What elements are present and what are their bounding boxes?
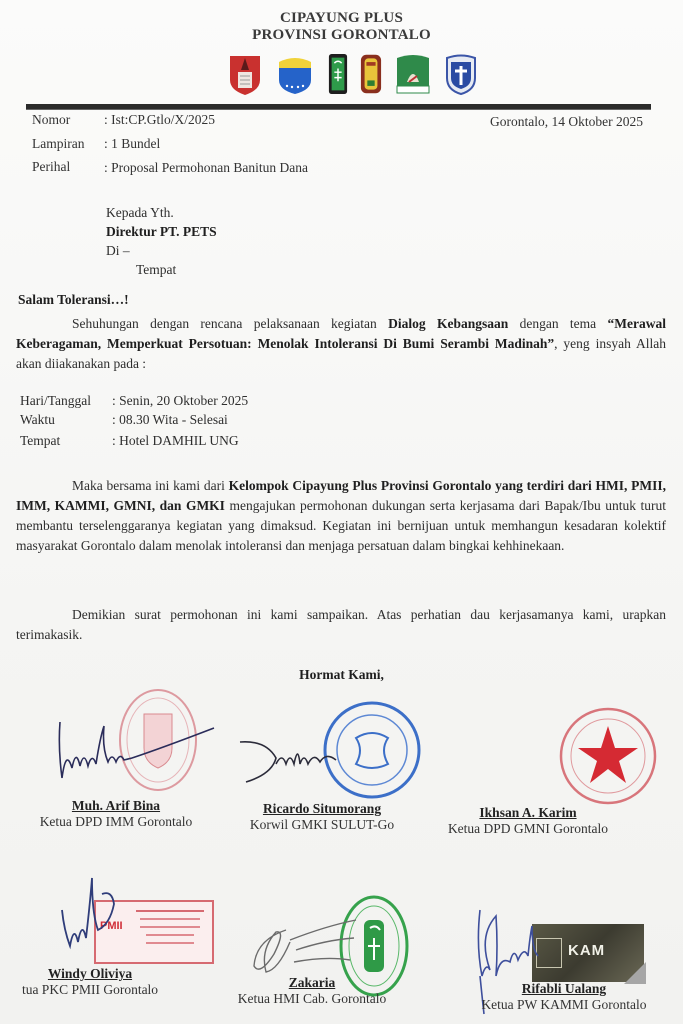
intro-text: Sehuhungan dengan rencana pelaksanaan kegiatan: [72, 316, 389, 331]
hmi-signature: [246, 910, 366, 980]
gmni-logo-icon: [275, 52, 315, 96]
hmi-logo-icon: [328, 50, 348, 98]
place-date: Gorontalo, 14 Oktober 2025: [490, 114, 643, 129]
group-name: Kelompok Cipayung Plus Provinsi Gorontalo yang terdiri dari HMI, PMII, IMM, KAMMI, GMNI, dan GMKI: [16, 478, 667, 513]
signatory-pmii: [0, 966, 200, 998]
signatory-role: Ketua PW KAMMI Gorontalo: [481, 997, 647, 1012]
perihal-label: Perihal: [32, 159, 71, 174]
event-name: Dialog Kebangsaan: [388, 316, 509, 331]
signatory-name: Ikhsan A. Karim: [479, 805, 577, 820]
signatory-gmni: [418, 805, 638, 837]
signatory-name: Rifabli Ualang: [521, 981, 607, 996]
recipient-salutation: Kepada Yth.: [106, 205, 174, 220]
intro-paragraph: [16, 314, 666, 374]
signatory-gmki: [212, 801, 432, 833]
gmki-logo-icon: [444, 52, 478, 96]
perihal-value: : Proposal Permohonan Banitun Dana: [104, 160, 308, 175]
intro-text-2: dengan tema: [508, 316, 608, 331]
body-text-2: mengajukan permohonan dukungan serta kerjasama dari Bapak/Ibu untuk turut membantu terselenggaranya kegiatan yang dimaksud. Kegiatan ini bernijuan untuk memhangun kesadaran kolektif masyarakat Gorontalo dalam menolak intoleransi dan menjaga persatuan dalam bingkai kehhinekaan.: [16, 498, 667, 553]
kammi-badge-text: KAM: [568, 942, 606, 959]
signatory-name: Muh. Arif Bina: [71, 798, 161, 813]
kammi-logo-icon: [395, 52, 431, 96]
greeting: Salam Toleransi…!: [18, 292, 129, 307]
body-text: Maka bersama ini kami dari: [72, 478, 229, 493]
signatory-role: Ketua DPD IMM Gorontalo: [39, 814, 193, 829]
gmni-stamp-icon: [558, 706, 658, 806]
letterhead-subtitle: PROVINSI GORONTALO: [252, 27, 431, 43]
intro-text-3: , yeng insyah Allah akan diiakanakan pada :: [16, 336, 666, 371]
time-label: Waktu: [20, 412, 55, 427]
organization-logos: [228, 50, 478, 98]
signatory-name: Ricardo Situmorang: [262, 801, 382, 816]
lampiran-label: Lampiran: [32, 136, 85, 151]
event-theme: “Merawal Keberagaman, Memperkuat Persotuan: Menolak Intoleransi Di Bumi Serambi Madinah”: [16, 316, 666, 351]
date-value: : Senin, 20 Oktober 2025: [112, 393, 249, 408]
signatory-name: Windy Oliviya: [47, 966, 133, 981]
imm-signature: [52, 708, 222, 788]
recipient-place: Tempat: [136, 262, 177, 277]
closing-paragraph: Demikian surat permohonan ini kami sampaikan. Atas perhatian dau kerjasamanya kami, urapkan terimakasik.: [16, 607, 666, 642]
venue-label: Tempat: [20, 433, 61, 448]
body-paragraph: [16, 476, 666, 556]
signatory-role: Ketua HMI Cab. Gorontalo: [237, 991, 387, 1006]
event-details: [0, 393, 683, 453]
signatory-kammi: [454, 981, 674, 1013]
venue-value: : Hotel DAMHIL UNG: [112, 433, 239, 448]
signatory-role: tua PKC PMII Gorontalo: [21, 982, 159, 997]
pmii-signature: [56, 874, 126, 954]
pmii-badge-text: PMII: [100, 920, 123, 932]
lampiran-value: : 1 Bundel: [104, 136, 161, 151]
nomor-value: : Ist:CP.Gtlo/X/2025: [104, 112, 216, 127]
letterhead-divider: [26, 104, 651, 110]
recipient-name: Direktur PT. PETS: [106, 224, 217, 239]
signatory-role: Korwil GMKI SULUT-Go: [249, 817, 395, 832]
imm-logo-icon: [228, 52, 262, 96]
sign-off: Hormat Kami,: [299, 667, 384, 682]
pmii-logo-icon: [360, 51, 382, 97]
signatory-hmi: [202, 975, 422, 1007]
signatory-imm: [6, 798, 226, 830]
signatory-role: Ketua DPD GMNI Gorontalo: [447, 821, 609, 836]
recipient-di: Di –: [106, 243, 130, 258]
nomor-label: Nomor: [32, 112, 71, 127]
letterhead-title: CIPAYUNG PLUS: [279, 10, 404, 26]
date-label: Hari/Tanggal: [20, 393, 92, 408]
time-value: : 08.30 Wita - Selesai: [112, 412, 228, 427]
gmki-signature: [236, 730, 346, 790]
signatory-name: Zakaria: [288, 975, 336, 990]
